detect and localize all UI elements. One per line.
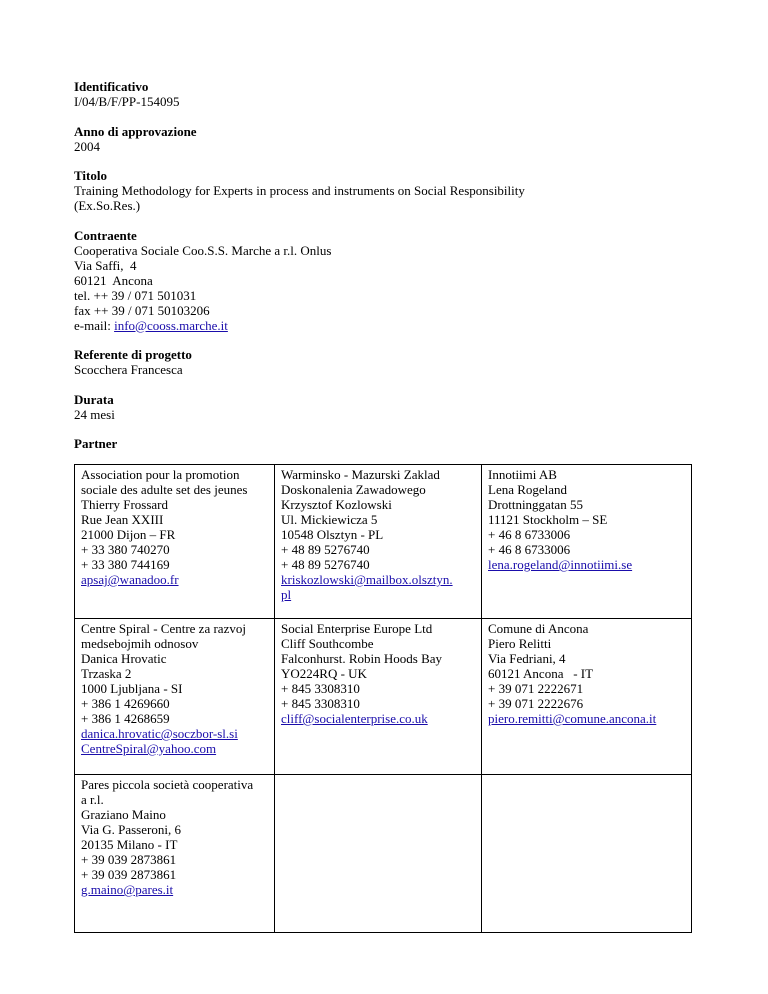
partner-cell xyxy=(275,775,482,933)
partner-line: + 386 1 4269660 xyxy=(81,696,170,711)
partner-row xyxy=(75,465,692,619)
partner-line: Cliff Southcombe xyxy=(281,636,374,651)
titolo-label: Titolo xyxy=(74,168,107,183)
partner-line: sociale des adulte set des jeunes xyxy=(81,482,248,497)
partner-line: + 33 380 740270 xyxy=(81,542,170,557)
partner-line: Via Fedriani, 4 xyxy=(488,651,566,666)
referente-label: Referente di progetto xyxy=(74,347,192,362)
identificativo-value: I/04/B/F/PP-154095 xyxy=(74,94,180,109)
durata-value: 24 mesi xyxy=(74,406,115,422)
document-page xyxy=(74,79,694,933)
partner-line: Trzaska 2 xyxy=(81,666,132,681)
partner-email-link[interactable]: cliff@socialenterprise.co.uk xyxy=(281,711,428,726)
partner-cell xyxy=(482,619,692,775)
partner-line: Innotiimi AB xyxy=(488,467,557,482)
partner-line: + 845 3308310 xyxy=(281,696,360,711)
partner-line: Warminsko - Mazurski Zaklad xyxy=(281,467,440,482)
partner-cell xyxy=(75,775,275,933)
partner-email-link[interactable]: piero.remitti@comune.ancona.it xyxy=(488,711,657,726)
partner-line: Social Enterprise Europe Ltd xyxy=(281,621,433,636)
partner-line: + 386 1 4268659 xyxy=(81,711,170,726)
partner-line: 11121 Stockholm – SE xyxy=(488,512,608,527)
partner-line: Comune di Ancona xyxy=(488,621,589,636)
partner-line: + 48 89 5276740 xyxy=(281,557,370,572)
partner-email-link[interactable]: lena.rogeland@innotiimi.se xyxy=(488,557,633,572)
partner-email-link[interactable]: CentreSpiral@yahoo.com xyxy=(81,741,217,756)
partner-line: + 39 039 2873861 xyxy=(81,852,177,867)
partner-cell xyxy=(75,465,275,619)
partner-label: Partner xyxy=(74,436,118,451)
partner-email-link[interactable]: kriskozlowski@mailbox.olsztyn. xyxy=(281,572,453,587)
partner-line: Pares piccola società cooperativa xyxy=(81,777,254,792)
referente-value: Scocchera Francesca xyxy=(74,362,183,377)
partner-cell xyxy=(482,775,692,933)
partner-line: 60121 Ancona - IT xyxy=(488,666,594,681)
partner-line: Lena Rogeland xyxy=(488,482,568,497)
partner-line: Drottninggatan 55 xyxy=(488,497,583,512)
anno-label: Anno di approvazione xyxy=(74,123,197,139)
partner-line: Doskonalenia Zawadowego xyxy=(281,482,426,497)
partner-line: YO224RQ - UK xyxy=(281,666,367,681)
field-contraente xyxy=(74,228,694,333)
partner-line: Falconhurst. Robin Hoods Bay xyxy=(281,651,443,666)
partner-cell xyxy=(75,619,275,775)
partner-line: Piero Relitti xyxy=(488,636,552,651)
identificativo-label: Identificativo xyxy=(74,79,149,94)
partners-table xyxy=(74,464,692,933)
email-prefix: e-mail: xyxy=(74,317,115,333)
contraente-name: Cooperativa Sociale Coo.S.S. Marche a r.l. Onlus xyxy=(74,242,332,258)
partner-line: 20135 Milano - IT xyxy=(81,837,178,852)
partner-line: Graziano Maino xyxy=(81,807,166,822)
field-identificativo xyxy=(74,79,694,109)
partner-line: Centre Spiral - Centre za razvoj xyxy=(81,621,246,636)
partner-line: + 48 89 5276740 xyxy=(281,542,370,557)
contraente-street: Via Saffi, 4 xyxy=(74,257,137,273)
contraente-fax: fax ++ 39 / 071 50103206 xyxy=(74,302,210,318)
partner-line: 21000 Dijon – FR xyxy=(81,527,176,542)
partner-line: Ul. Mickiewicza 5 xyxy=(281,512,378,527)
partner-email-link[interactable]: g.maino@pares.it xyxy=(81,882,174,897)
partner-line: 1000 Ljubljana - SI xyxy=(81,681,183,696)
partner-line: Krzysztof Kozlowski xyxy=(281,497,392,512)
titolo-line: (Ex.So.Res.) xyxy=(74,198,141,213)
contraente-email-line xyxy=(74,318,694,333)
partner-line: + 845 3308310 xyxy=(281,681,360,696)
partner-line: a r.l. xyxy=(81,792,104,807)
partner-line: + 39 039 2873861 xyxy=(81,867,177,882)
partner-line: + 39 071 2222676 xyxy=(488,696,584,711)
partner-line: Rue Jean XXIII xyxy=(81,512,164,527)
contraente-city: 60121 Ancona xyxy=(74,272,153,288)
field-anno xyxy=(74,124,694,154)
partner-cell xyxy=(275,619,482,775)
partner-email-link[interactable]: pl xyxy=(281,587,292,602)
partner-line: + 46 8 6733006 xyxy=(488,542,571,557)
contraente-label: Contraente xyxy=(74,227,137,243)
field-titolo xyxy=(74,168,694,213)
partner-line: Via G. Passeroni, 6 xyxy=(81,822,181,837)
partner-cell xyxy=(275,465,482,619)
durata-label: Durata xyxy=(74,391,114,407)
field-referente xyxy=(74,347,694,377)
partner-line: + 46 8 6733006 xyxy=(488,527,571,542)
partner-line: Association pour la promotion xyxy=(81,467,240,482)
partner-line: Danica Hrovatic xyxy=(81,651,167,666)
partner-cell xyxy=(482,465,692,619)
contraente-email-link[interactable]: info@cooss.marche.it xyxy=(114,317,228,333)
contraente-tel: tel. ++ 39 / 071 501031 xyxy=(74,287,197,303)
partner-line: 10548 Olsztyn - PL xyxy=(281,527,384,542)
partner-line: + 33 380 744169 xyxy=(81,557,170,572)
field-durata xyxy=(74,392,694,422)
partner-email-link[interactable]: danica.hrovatic@soczbor-sl.si xyxy=(81,726,238,741)
partner-line: + 39 071 2222671 xyxy=(488,681,584,696)
titolo-line: Training Methodology for Experts in process and instruments on Social Responsibility xyxy=(74,183,525,198)
partner-email-link[interactable]: apsaj@wanadoo.fr xyxy=(81,572,179,587)
partner-line: Thierry Frossard xyxy=(81,497,169,512)
anno-value: 2004 xyxy=(74,138,100,154)
partner-row xyxy=(75,775,692,933)
partner-row xyxy=(75,619,692,775)
partner-line: medsebojmih odnosov xyxy=(81,636,199,651)
